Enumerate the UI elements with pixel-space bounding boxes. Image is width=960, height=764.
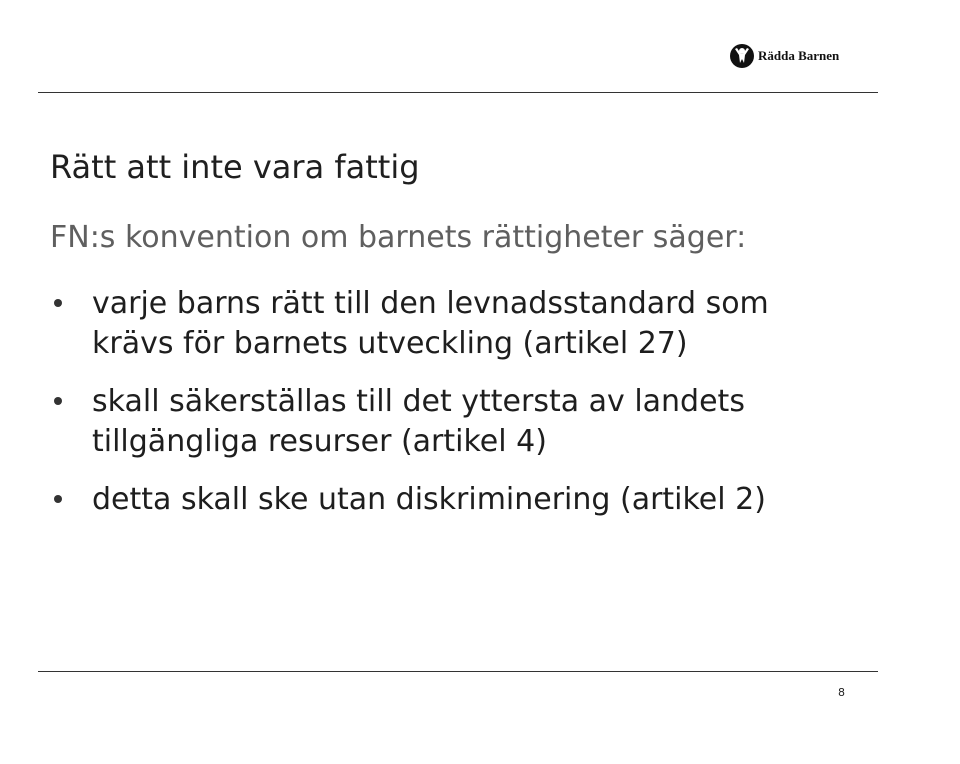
bullet-list (50, 284, 870, 538)
child-arms-raised-icon (730, 44, 754, 68)
slide-subtitle: FN:s konvention om barnets rättigheter säger: (50, 220, 747, 255)
bullet-icon (54, 299, 62, 307)
brand-logo (730, 44, 839, 68)
bullet-icon (54, 397, 62, 405)
bullet-icon (54, 495, 62, 503)
bullet-item (50, 284, 870, 364)
header-divider (38, 92, 878, 93)
slide-title: Rätt att inte vara fattig (50, 148, 420, 186)
bullet-text: detta skall ske utan diskriminering (artikel 2) (92, 482, 766, 517)
brand-name: Rädda Barnen (758, 48, 840, 63)
bullet-text: varje barns rätt till den levnadsstandard som krävs för barnets utveckling (artikel 27) (92, 286, 769, 361)
footer-divider (38, 671, 878, 672)
bullet-item (50, 480, 870, 520)
bullet-item (50, 382, 870, 462)
bullet-text: skall säkerställas till det yttersta av landets tillgängliga resurser (artikel 4) (92, 384, 745, 459)
page-number: 8 (838, 686, 845, 699)
